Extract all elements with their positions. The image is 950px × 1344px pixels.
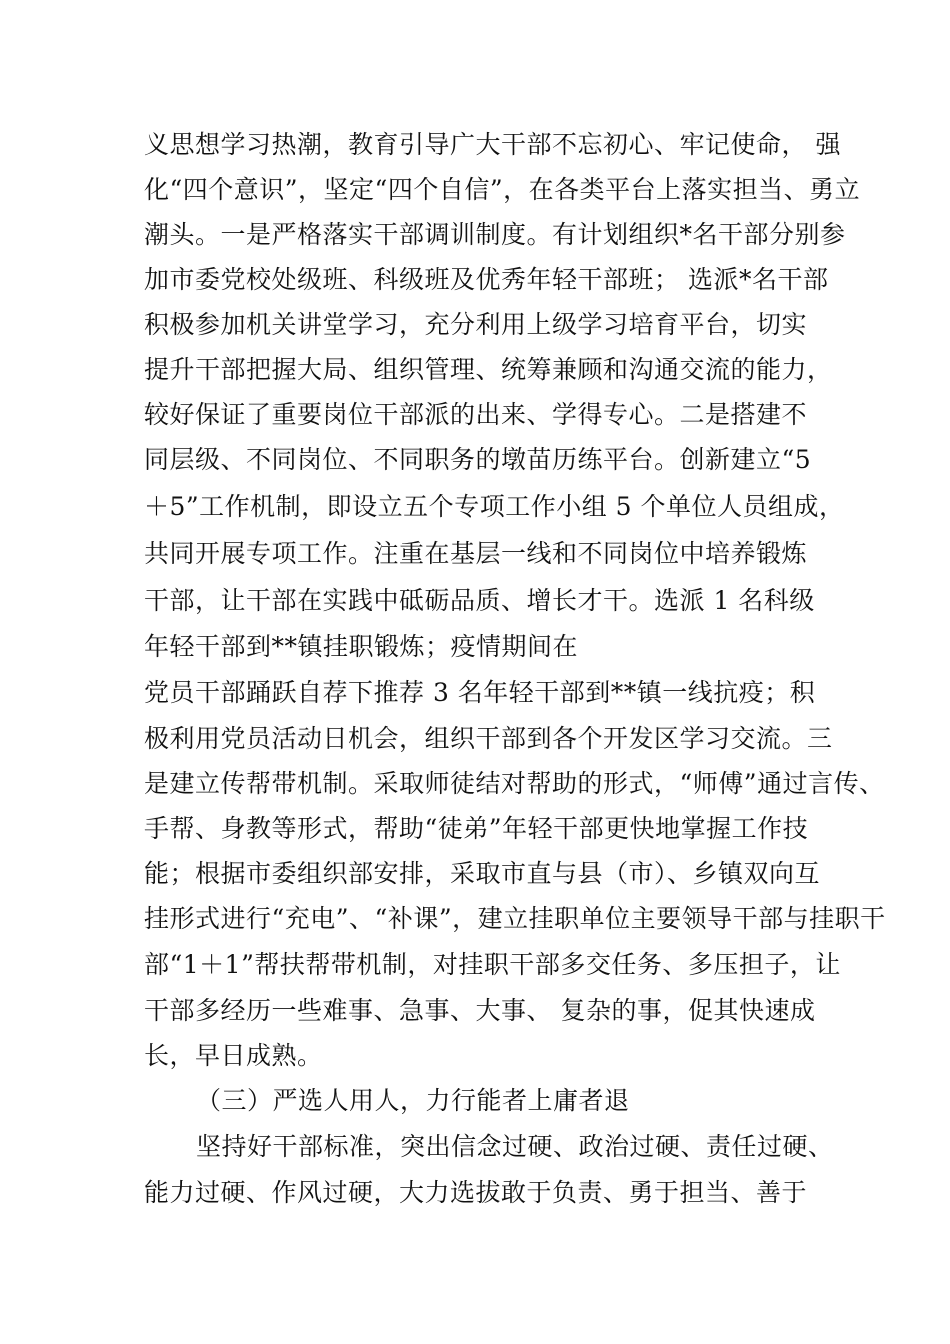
text-line: 坚持好干部标准，突出信念过硬、政治过硬、责任过硬、 — [196, 1132, 834, 1161]
text-line: 党员干部踊跃自荐下推荐 3 名年轻干部到**镇一线抗疫；积 — [144, 678, 816, 707]
text-line: 潮头。一是严格落实干部调训制度。有计划组织*名干部分别参 — [144, 220, 846, 249]
text-line: 化“四个意识”，坚定“四个自信”，在各类平台上落实担当、勇立 — [144, 175, 861, 204]
text-line: 能；根据市委组织部安排，采取市直与县（市）、乡镇双向互 — [144, 859, 821, 888]
text-line: 积极参加机关讲堂学习，充分利用上级学习培育平台，切实 — [144, 310, 808, 339]
text-line: 能力过硬、作风过硬，大力选拔敢于负责、勇于担当、善于 — [144, 1178, 808, 1207]
text-line: 年轻干部到**镇挂职锻炼；疫情期间在 — [144, 632, 579, 661]
text-line: 是建立传帮带机制。采取师徒结对帮助的形式，“师傅”通过言传、 — [144, 769, 885, 798]
text-line: 较好保证了重要岗位干部派的出来、学得专心。二是搭建不 — [144, 400, 808, 429]
text-line: ＋5”工作机制，即设立五个专项工作小组 5 个单位人员组成， — [144, 492, 845, 521]
text-line: 提升干部把握大局、组织管理、统筹兼顾和沟通交流的能力， — [144, 355, 833, 384]
text-line: 干部多经历一些难事、急事、大事、 复杂的事，促其快速成 — [144, 996, 816, 1025]
text-line: 部“1＋1”帮扶帮带机制，对挂职干部多交任务、多压担子，让 — [144, 950, 841, 979]
section-heading: （三）严选人用人，力行能者上庸者退 — [196, 1086, 630, 1115]
text-line: 手帮、身教等形式，帮助“徒弟”年轻干部更快地掌握工作技 — [144, 814, 809, 843]
text-line: 极利用党员活动日机会，组织干部到各个开发区学习交流。三 — [144, 724, 833, 753]
text-line: 同层级、不同岗位、不同职务的墩苗历练平台。创新建立“5 — [144, 445, 812, 474]
text-line: 挂形式进行“充电”、“补课”，建立挂职单位主要领导干部与挂职干 — [144, 904, 886, 933]
text-line: 长，早日成熟。 — [144, 1041, 323, 1070]
text-line: 加市委党校处级班、科级班及优秀年轻干部班； 选派*名干部 — [144, 265, 829, 294]
text-line: 义思想学习热潮，教育引导广大干部不忘初心、牢记使命， 强 — [144, 130, 841, 159]
text-line: 干部，让干部在实践中砥砺品质、增长才干。选派 1 名科级 — [144, 586, 815, 615]
text-line: 共同开展专项工作。注重在基层一线和不同岗位中培养锻炼 — [144, 539, 808, 568]
